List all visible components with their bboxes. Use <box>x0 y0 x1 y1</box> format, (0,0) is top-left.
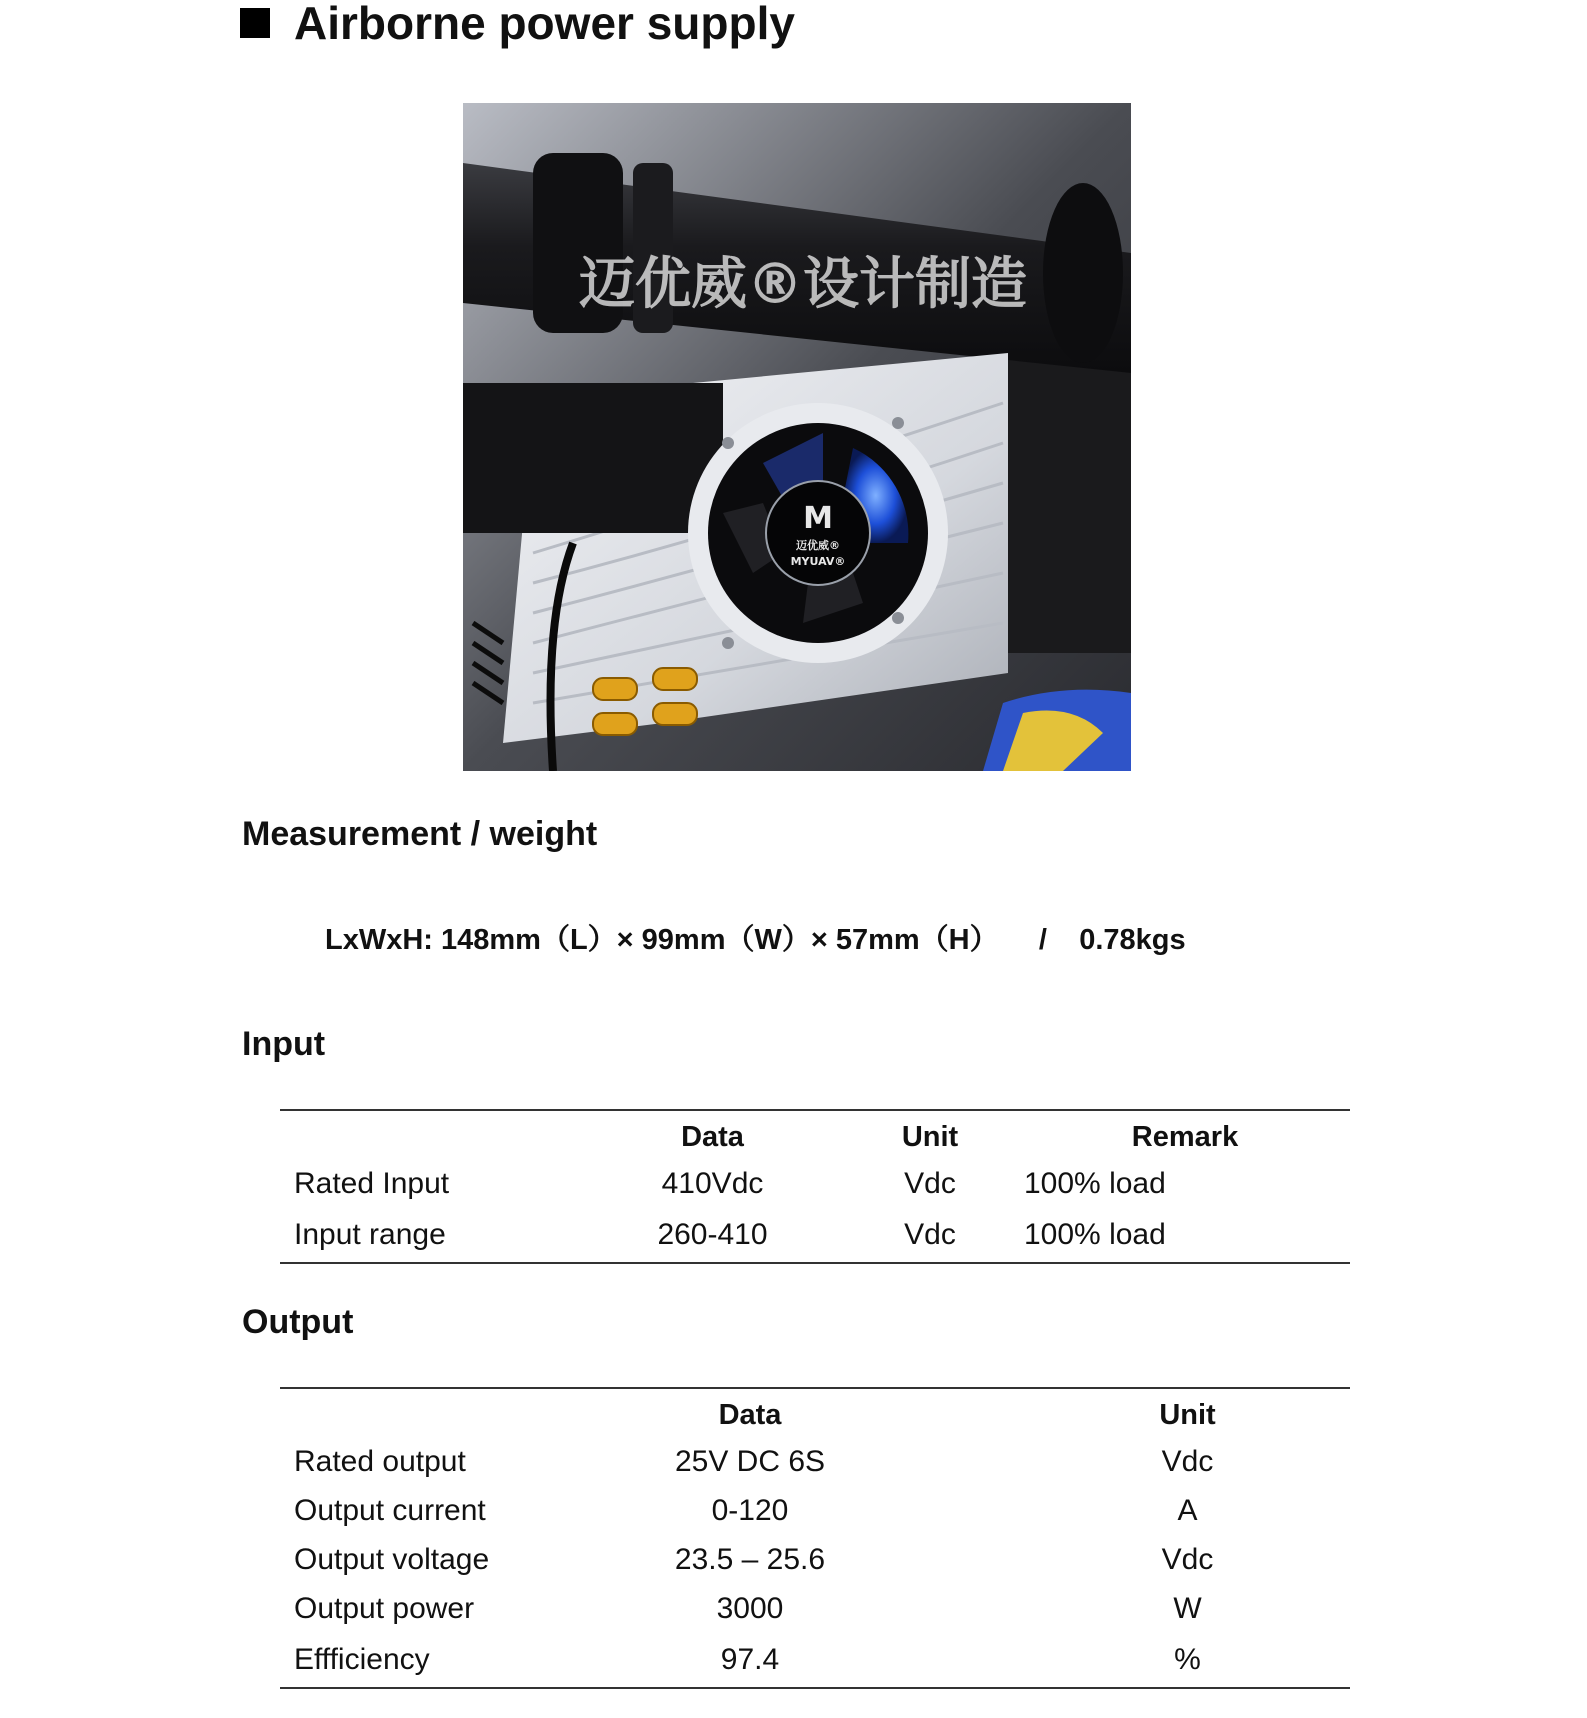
row-label: Rated Input <box>294 1166 450 1200</box>
row-unit: Vdc <box>904 1166 956 1200</box>
input-heading: Input <box>242 1025 326 1063</box>
svg-text:M: M <box>803 501 833 536</box>
row-unit: % <box>1174 1643 1201 1676</box>
page-title-text: Airborne power supply <box>294 0 795 49</box>
row-label: Output current <box>294 1493 486 1527</box>
row-unit: W <box>1173 1591 1202 1625</box>
row-unit: A <box>1177 1493 1198 1527</box>
output-header-row <box>280 1388 1350 1437</box>
table-row <box>280 1437 1350 1486</box>
row-unit: Vdc <box>1161 1444 1214 1478</box>
row-label: Output power <box>294 1591 475 1625</box>
row-label: Effficiency <box>294 1643 430 1676</box>
table-row <box>280 1633 1350 1688</box>
row-remark: 100% load <box>1024 1166 1166 1200</box>
input-col-data: Data <box>681 1120 744 1153</box>
measurement-value: LxWxH: 148mm（L）× 99mm（W）× 57mm（H） / 0.78kgs <box>325 924 1186 956</box>
output-col-unit: Unit <box>1159 1398 1216 1431</box>
row-label: Rated output <box>294 1444 466 1478</box>
title-bullet-square <box>240 8 270 38</box>
input-col-unit: Unit <box>901 1120 959 1153</box>
row-data: 410Vdc <box>661 1166 764 1200</box>
row-data: 3000 <box>716 1591 784 1625</box>
input-table <box>280 1109 1350 1264</box>
row-label: Output voltage <box>294 1542 490 1576</box>
table-row <box>280 1159 1350 1208</box>
row-data: 97.4 <box>720 1643 780 1676</box>
output-col-name <box>280 1388 585 1437</box>
output-heading: Output <box>242 1303 354 1341</box>
page-title <box>240 0 795 49</box>
output-col-data: Data <box>718 1398 782 1431</box>
row-data: 260-410 <box>657 1218 768 1251</box>
table-row <box>280 1535 1350 1584</box>
row-unit: Vdc <box>1161 1542 1214 1576</box>
table-row <box>280 1486 1350 1535</box>
product-photo <box>463 103 1131 771</box>
input-col-name <box>280 1110 585 1159</box>
row-remark: 100% load <box>1024 1218 1166 1251</box>
table-row <box>280 1584 1350 1633</box>
row-data: 23.5 – 25.6 <box>674 1542 826 1576</box>
table-row <box>280 1208 1350 1263</box>
measurement-heading: Measurement / weight <box>242 815 598 853</box>
watermark-text: 迈优威®设计制造 <box>579 252 1027 317</box>
row-data: 25V DC 6S <box>674 1444 826 1478</box>
logo-en-text: MYUAV® <box>790 555 846 568</box>
row-label: Input range <box>294 1218 446 1251</box>
row-data: 0-120 <box>711 1493 789 1527</box>
output-table <box>280 1387 1350 1689</box>
input-col-remark: Remark <box>1131 1120 1239 1153</box>
input-header-row <box>280 1110 1350 1159</box>
row-unit: Vdc <box>904 1218 956 1251</box>
logo-cn-text: 迈优威® <box>796 539 840 552</box>
